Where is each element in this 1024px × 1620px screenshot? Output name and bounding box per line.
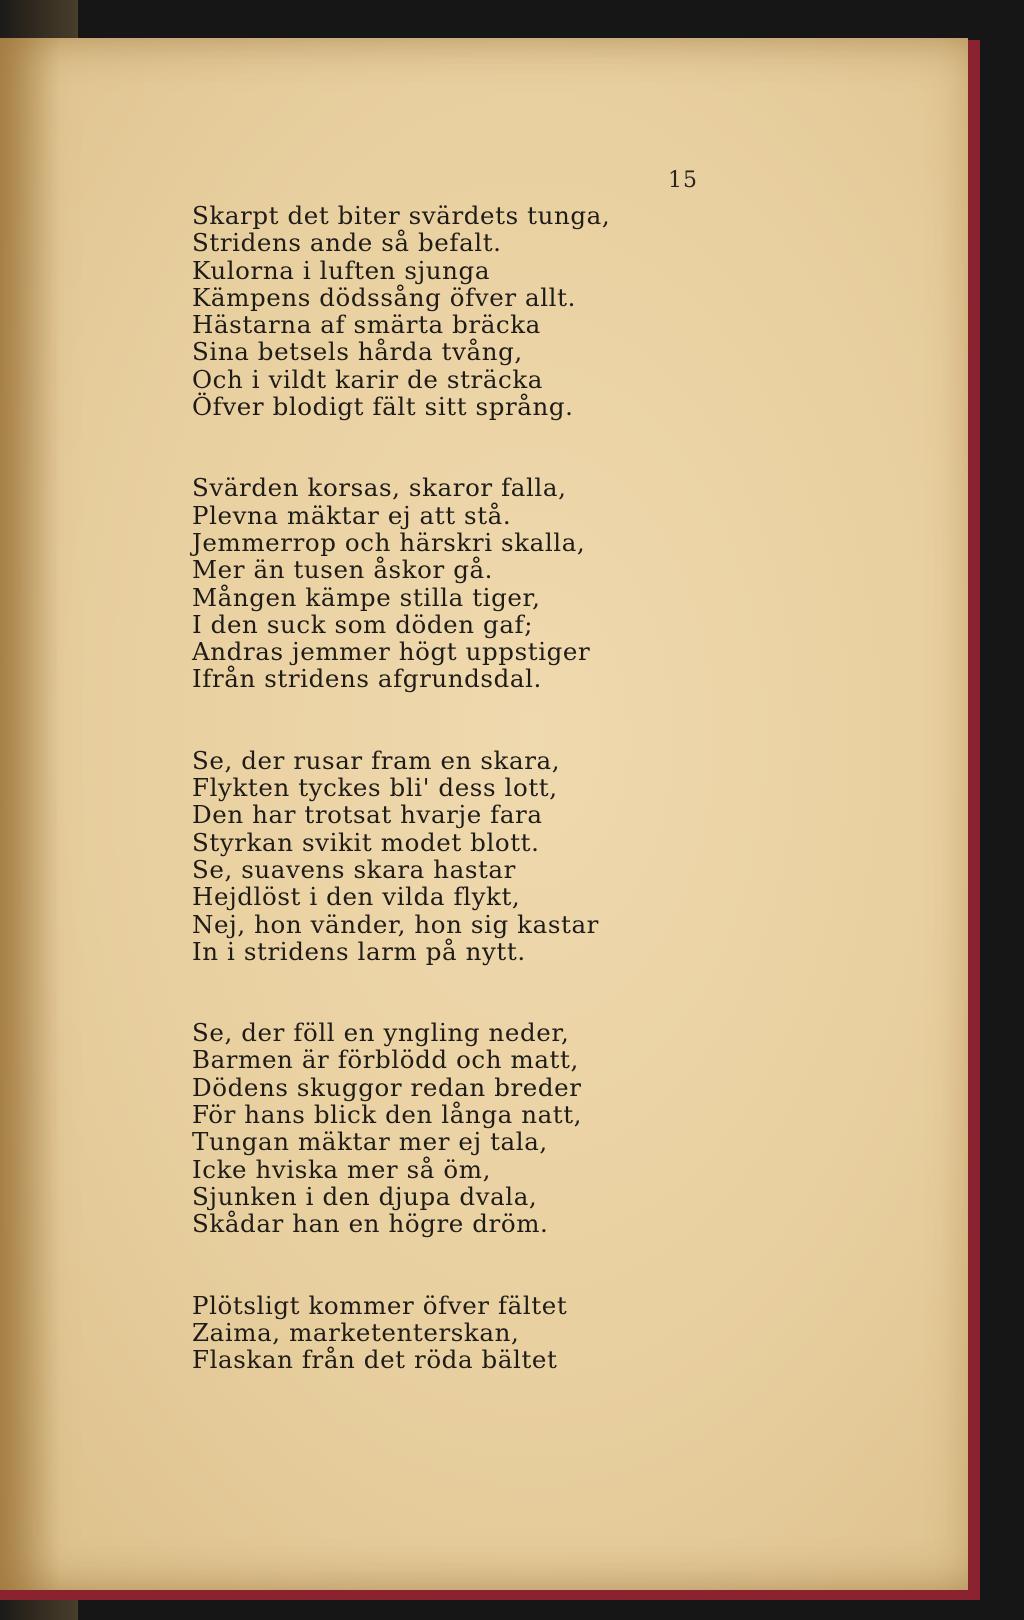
poem-line: Kulorna i luften sjunga xyxy=(192,255,491,285)
poem-line: För hans blick den långa natt, xyxy=(192,1100,583,1130)
poem-line: Se, der föll en yngling neder, xyxy=(192,1018,570,1048)
poem-line: Flykten tyckes bli' dess lott, xyxy=(192,773,558,803)
stanza-1 xyxy=(192,202,732,420)
poem-line: Svärden korsas, skaror falla, xyxy=(192,473,567,503)
poem-line: Andras jemmer högt uppstiger xyxy=(192,637,591,667)
poem-line: Se, der rusar fram en skara, xyxy=(192,745,561,775)
poem-line: Sina betsels hårda tvång, xyxy=(192,337,523,367)
poem-line: I den suck som döden gaf; xyxy=(192,609,534,639)
poem-line: Skarpt det biter svärdets tunga, xyxy=(192,201,611,230)
poem-line: Öfver blodigt fält sitt språng. xyxy=(192,392,574,422)
poem-body xyxy=(192,202,732,1427)
poem-line: In i stridens larm på nytt. xyxy=(192,936,526,966)
poem-line: Skådar han en högre dröm. xyxy=(192,1209,549,1239)
poem-line: Stridens ande så befalt. xyxy=(192,228,502,258)
poem-line: Nej, hon vänder, hon sig kastar xyxy=(192,909,599,939)
poem-line: Flaskan från det röda bältet xyxy=(192,1345,558,1375)
poem-line: Plötsligt kommer öfver fältet xyxy=(192,1290,568,1320)
stanza-5 xyxy=(192,1292,732,1374)
poem-line: Barmen är förblödd och matt, xyxy=(192,1045,579,1075)
poem-line: Den har trotsat hvarje fara xyxy=(192,800,543,830)
stanza-4 xyxy=(192,1019,732,1237)
page-gutter xyxy=(0,38,60,1590)
stanza-2 xyxy=(192,474,732,692)
poem-line: Hejdlöst i den vilda flykt, xyxy=(192,882,521,912)
poem-line: Kämpens dödssång öfver allt. xyxy=(192,282,576,312)
poem-line: Plevna mäktar ej att stå. xyxy=(192,500,512,530)
poem-line: Sjunken i den djupa dvala, xyxy=(192,1181,538,1211)
poem-line: Mer än tusen åskor gå. xyxy=(192,555,494,585)
stanza-3 xyxy=(192,747,732,965)
poem-line: Jemmerrop och härskri skalla, xyxy=(192,527,586,557)
poem-line: Mången kämpe stilla tiger, xyxy=(192,582,541,612)
poem-line: Ifrån stridens afgrundsdal. xyxy=(192,664,542,694)
poem-line: Dödens skuggor redan breder xyxy=(192,1072,582,1102)
poem-line: Tungan mäktar mer ej tala, xyxy=(192,1127,548,1157)
poem-line: Zaima, marketenterskan, xyxy=(192,1317,520,1347)
poem-line: Icke hviska mer så öm, xyxy=(192,1154,491,1184)
poem-line: Hästarna af smärta bräcka xyxy=(192,310,541,340)
poem-line: Och i vildt karir de sträcka xyxy=(192,364,544,394)
poem-line: Se, suavens skara hastar xyxy=(192,854,516,884)
poem-line: Styrkan svikit modet blott. xyxy=(192,827,540,857)
page-number: 15 xyxy=(668,168,698,193)
